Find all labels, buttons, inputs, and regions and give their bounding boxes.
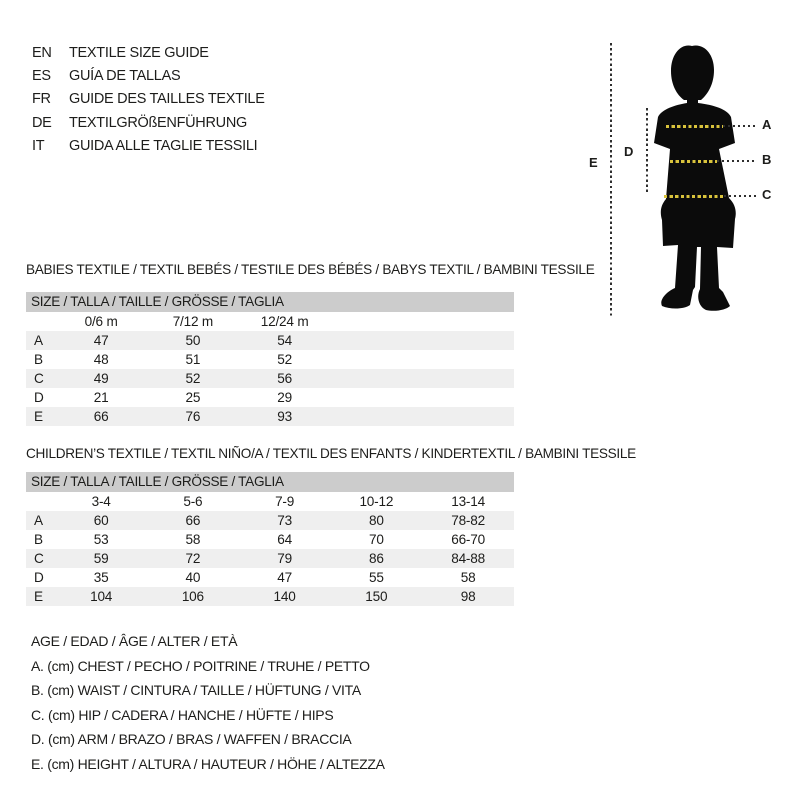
table-cell: 47 xyxy=(93,333,109,348)
table-cell: 78-82 xyxy=(451,513,485,528)
table-cell: 49 xyxy=(93,371,109,386)
table-cell: 66-70 xyxy=(451,532,485,547)
arm-measure-line-d xyxy=(646,108,648,194)
table-cell: 86 xyxy=(368,551,384,566)
table-cell-empty xyxy=(330,350,422,369)
table-cell-empty xyxy=(422,388,514,407)
column-header-empty xyxy=(330,312,422,331)
table-row xyxy=(26,549,514,568)
babies-size-table xyxy=(26,292,514,426)
column-header-row xyxy=(26,312,514,331)
table-cell: 53 xyxy=(93,532,109,547)
table-cell: 73 xyxy=(277,513,292,528)
measure-label-c: C xyxy=(762,187,772,202)
legend-line-waist: B. (cm) WAIST / CINTURA / TAILLE / HÜFTUNG / VITA xyxy=(31,682,361,699)
language-title: TEXTILE SIZE GUIDE xyxy=(69,44,209,61)
corner-cell xyxy=(26,312,55,331)
row-label: A xyxy=(34,513,43,528)
language-code: FR xyxy=(32,91,51,108)
column-header: 7/12 m xyxy=(172,314,214,329)
table-cell: 52 xyxy=(185,371,201,386)
table-cell: 47 xyxy=(277,570,292,585)
table-cell: 72 xyxy=(185,551,201,566)
table-cell: 140 xyxy=(273,589,296,604)
row-label: B xyxy=(34,352,43,367)
language-code: IT xyxy=(32,138,45,155)
language-title: GUIDE DES TAILLES TEXTILE xyxy=(69,91,265,108)
language-code: EN xyxy=(32,44,52,61)
measure-label-d: D xyxy=(624,144,634,159)
row-label: B xyxy=(34,532,43,547)
babies-section-title: BABIES TEXTILE / TEXTIL BEBÉS / TESTILE DES BÉBÉS / BABYS TEXTIL / BAMBINI TESSILE xyxy=(26,262,595,277)
measurement-legend xyxy=(31,629,385,777)
table-cell: 84-88 xyxy=(451,551,485,566)
hip-measure-dots-c xyxy=(724,195,757,197)
table-cell-empty xyxy=(422,331,514,350)
table-cell: 79 xyxy=(277,551,292,566)
column-header: 13-14 xyxy=(451,494,485,509)
row-label: D xyxy=(34,570,44,585)
table-cell-empty xyxy=(330,369,422,388)
measure-label-a: A xyxy=(762,117,772,132)
table-cell: 60 xyxy=(93,513,109,528)
row-label: E xyxy=(34,589,43,604)
children-section-title: CHILDREN’S TEXTILE / TEXTIL NIÑO/A / TEXTIL DES ENFANTS / KINDERTEXTIL / BAMBINI TESSILE xyxy=(26,446,636,461)
column-header-row xyxy=(26,492,514,511)
table-row xyxy=(26,587,514,606)
language-code: DE xyxy=(32,114,52,131)
child-silhouette-icon xyxy=(645,42,740,314)
table-cell-empty xyxy=(330,407,422,426)
row-label: C xyxy=(34,551,44,566)
legend-line-hip: C. (cm) HIP / CADERA / HANCHE / HÜFTE / HIPS xyxy=(31,706,334,723)
size-header-bar: SIZE / TALLA / TAILLE / GRÖSSE / TAGLIA xyxy=(26,472,514,492)
table-row xyxy=(26,388,514,407)
table-cell: 66 xyxy=(93,409,109,424)
table-cell: 76 xyxy=(185,409,201,424)
language-title: TEXTILGRÖßENFÜHRUNG xyxy=(69,114,247,131)
table-cell: 52 xyxy=(277,352,292,367)
row-label: D xyxy=(34,390,44,405)
language-row xyxy=(32,64,265,87)
chest-measure-dots-a xyxy=(723,125,757,127)
language-row xyxy=(32,135,265,158)
column-header: 3-4 xyxy=(91,494,111,509)
children-size-table xyxy=(26,472,514,606)
table-cell: 58 xyxy=(185,532,201,547)
table-cell: 35 xyxy=(93,570,109,585)
table-cell: 56 xyxy=(277,371,292,386)
row-label: A xyxy=(34,333,43,348)
measure-label-e: E xyxy=(589,155,598,170)
language-title: GUIDA ALLE TAGLIE TESSILI xyxy=(69,138,258,155)
table-cell: 64 xyxy=(277,532,292,547)
table-cell: 59 xyxy=(93,551,109,566)
column-header: 7-9 xyxy=(275,494,295,509)
table-row xyxy=(26,407,514,426)
table-cell: 40 xyxy=(185,570,201,585)
table-cell-empty xyxy=(330,331,422,350)
hip-measure-dash-c xyxy=(664,195,724,198)
language-title-list xyxy=(32,41,265,158)
row-label: E xyxy=(34,409,43,424)
table-cell: 58 xyxy=(460,570,476,585)
column-header: 10-12 xyxy=(359,494,394,509)
table-row xyxy=(26,369,514,388)
height-measure-line-e xyxy=(610,43,612,317)
table-cell: 21 xyxy=(93,390,109,405)
size-header-bar: SIZE / TALLA / TAILLE / GRÖSSE / TAGLIA xyxy=(26,292,514,312)
column-header-empty xyxy=(422,312,514,331)
table-cell: 80 xyxy=(368,513,384,528)
table-row xyxy=(26,568,514,587)
table-cell-empty xyxy=(422,369,514,388)
table-cell: 29 xyxy=(277,390,292,405)
table-cell: 93 xyxy=(277,409,292,424)
table-cell-empty xyxy=(422,407,514,426)
table-row xyxy=(26,350,514,369)
table-cell: 66 xyxy=(185,513,201,528)
table-cell: 48 xyxy=(93,352,109,367)
table-row xyxy=(26,530,514,549)
table-row xyxy=(26,331,514,350)
language-row xyxy=(32,111,265,134)
table-cell: 98 xyxy=(460,589,476,604)
language-row xyxy=(32,41,265,64)
legend-line-age: AGE / EDAD / ÂGE / ALTER / ETÀ xyxy=(31,633,238,649)
corner-cell xyxy=(26,492,55,511)
table-row xyxy=(26,511,514,530)
table-cell: 106 xyxy=(181,589,204,604)
table-cell: 150 xyxy=(365,589,388,604)
table-cell: 54 xyxy=(277,333,292,348)
language-code: ES xyxy=(32,68,51,85)
legend-line-chest: A. (cm) CHEST / PECHO / POITRINE / TRUHE / PETTO xyxy=(31,657,370,674)
language-title: GUÍA DE TALLAS xyxy=(69,68,181,85)
table-cell-empty xyxy=(422,350,514,369)
column-header: 0/6 m xyxy=(84,314,118,329)
waist-measure-dots-b xyxy=(717,160,757,162)
table-cell: 25 xyxy=(185,390,201,405)
column-header: 12/24 m xyxy=(260,314,309,329)
language-row xyxy=(32,88,265,111)
table-cell: 51 xyxy=(185,352,201,367)
measure-label-b: B xyxy=(762,152,772,167)
table-cell: 104 xyxy=(90,589,113,604)
table-cell: 55 xyxy=(368,570,384,585)
column-header: 5-6 xyxy=(183,494,203,509)
chest-measure-dash-a xyxy=(666,125,723,128)
waist-measure-dash-b xyxy=(670,160,717,163)
legend-line-height: E. (cm) HEIGHT / ALTURA / HAUTEUR / HÖHE / ALTEZZA xyxy=(31,755,385,772)
legend-line-arm: D. (cm) ARM / BRAZO / BRAS / WAFFEN / BRACCIA xyxy=(31,731,352,748)
row-label: C xyxy=(34,371,44,386)
table-cell-empty xyxy=(330,388,422,407)
table-cell: 70 xyxy=(368,532,384,547)
table-cell: 50 xyxy=(185,333,201,348)
